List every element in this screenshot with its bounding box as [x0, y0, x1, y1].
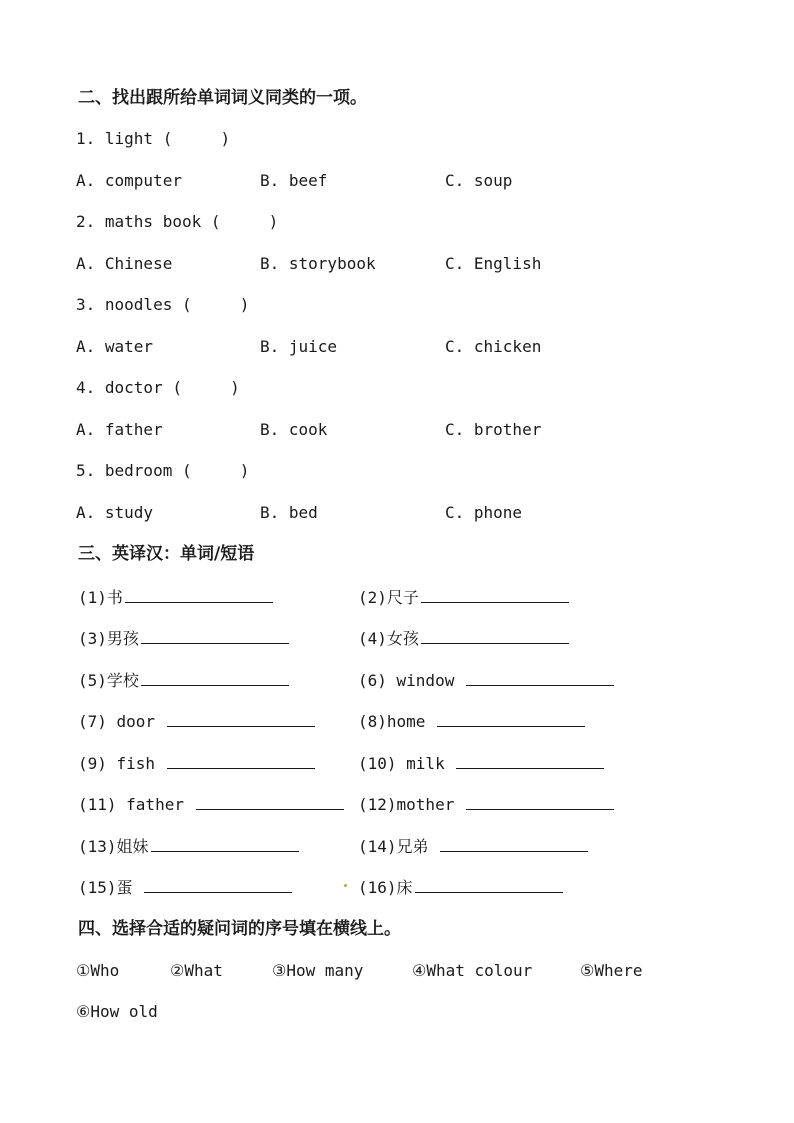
- vocab-item: (4)女孩: [358, 627, 569, 650]
- vocab-item: (3)男孩: [78, 627, 289, 650]
- vocab-item: (9) fish: [78, 752, 315, 775]
- vocab-item: (15)蛋: [78, 876, 292, 899]
- answer-blank[interactable]: [141, 627, 289, 644]
- section-3-title: 三、英译汉：单词/短语: [78, 544, 255, 564]
- section-2-title: 二、找出跟所给单词词义同类的一项。: [78, 88, 367, 108]
- answer-blank[interactable]: [167, 752, 315, 769]
- vocab-item: (8)home: [358, 710, 585, 733]
- vocab-item: (11) father: [78, 793, 344, 816]
- option-1c: C. soup: [445, 171, 513, 190]
- question-4: 4. doctor ( ): [76, 378, 240, 397]
- option-5c: C. phone: [445, 503, 523, 522]
- vocab-item: (13)姐妹: [78, 835, 299, 858]
- answer-blank[interactable]: [144, 876, 292, 893]
- vocab-item: (14)兄弟: [358, 835, 588, 858]
- option-1b: B. beef: [260, 171, 328, 190]
- option-5a: A. study: [76, 503, 154, 522]
- answer-blank[interactable]: [466, 669, 614, 686]
- question-3: 3. noodles ( ): [76, 295, 250, 314]
- answer-blank[interactable]: [141, 669, 289, 686]
- answer-blank[interactable]: [421, 627, 569, 644]
- answer-blank[interactable]: [440, 835, 588, 852]
- choice-what-colour: ④What colour: [412, 961, 533, 980]
- vocab-item: (6) window: [358, 669, 614, 692]
- question-1: 1. light ( ): [76, 129, 231, 148]
- answer-blank[interactable]: [437, 710, 585, 727]
- option-1a: A. computer: [76, 171, 182, 190]
- vocab-item: (7) door: [78, 710, 315, 733]
- option-2b: B. storybook: [260, 254, 376, 273]
- answer-blank[interactable]: [421, 586, 569, 603]
- vocab-item: (2)尺子: [358, 586, 569, 609]
- answer-blank[interactable]: [456, 752, 604, 769]
- question-5: 5. bedroom ( ): [76, 461, 250, 480]
- option-2c: C. English: [445, 254, 542, 273]
- answer-blank[interactable]: [466, 793, 614, 810]
- option-2a: A. Chinese: [76, 254, 173, 273]
- vocab-item: (12)mother: [358, 793, 614, 816]
- question-2: 2. maths book ( ): [76, 212, 279, 231]
- choice-how-many: ③How many: [272, 961, 364, 980]
- vocab-item: (5)学校: [78, 669, 289, 692]
- answer-blank[interactable]: [167, 710, 315, 727]
- option-4b: B. cook: [260, 420, 328, 439]
- stray-dot: [344, 884, 347, 887]
- section-4-title: 四、选择合适的疑问词的序号填在横线上。: [78, 919, 401, 939]
- answer-blank[interactable]: [415, 876, 563, 893]
- option-4a: A. father: [76, 420, 163, 439]
- choice-what: ②What: [170, 961, 223, 980]
- option-5b: B. bed: [260, 503, 318, 522]
- choice-where: ⑤Where: [580, 961, 643, 980]
- vocab-item: (10) milk: [358, 752, 604, 775]
- vocab-item: (1)书: [78, 586, 273, 609]
- option-4c: C. brother: [445, 420, 542, 439]
- option-3b: B. juice: [260, 337, 338, 356]
- option-3a: A. water: [76, 337, 154, 356]
- choice-how-old: ⑥How old: [76, 1002, 158, 1021]
- answer-blank[interactable]: [196, 793, 344, 810]
- choice-who: ①Who: [76, 961, 120, 980]
- vocab-item: (16)床: [358, 876, 563, 899]
- option-3c: C. chicken: [445, 337, 542, 356]
- answer-blank[interactable]: [151, 835, 299, 852]
- answer-blank[interactable]: [125, 586, 273, 603]
